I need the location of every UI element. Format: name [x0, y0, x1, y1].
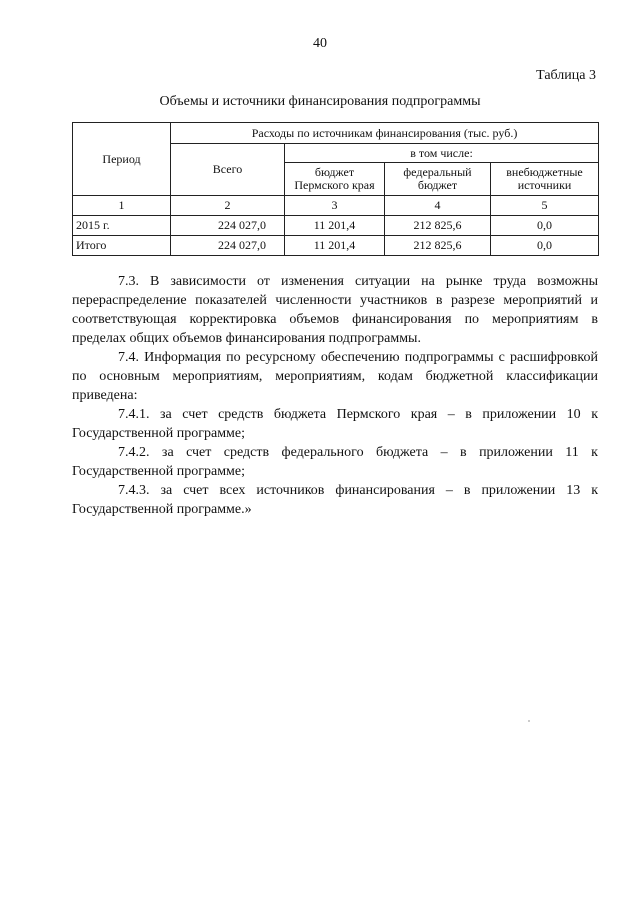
paragraph-7-4-2: 7.4.2. за счет средств федерального бюджета – в приложении 11 к Государственной программе;	[72, 445, 598, 479]
column-number: 2	[171, 196, 285, 216]
cell-federal: 212 825,6	[385, 216, 491, 236]
cell-total: 224 027,0	[171, 216, 285, 236]
paragraph-7-4-1: 7.4.1. за счет средств бюджета Пермского края – в приложении 10 к Государственной программе;	[72, 407, 598, 441]
paragraph-7-3: 7.3. В зависимости от изменения ситуации на рынке труда возможны перераспределение показателей численности участников в разрезе мероприятий и соответствующая корректировка объемов финансирования по мероприятиям в пределах общих объемов финансирования подпрограммы.	[72, 274, 598, 346]
column-number: 5	[491, 196, 599, 216]
table-title: Объемы и источники финансирования подпрограммы	[159, 94, 481, 109]
cell-period: Итого	[73, 236, 171, 256]
scan-speck	[528, 720, 530, 722]
table-row	[73, 236, 599, 256]
paragraph-7-4-3: 7.4.3. за счет всех источников финансирования – в приложении 13 к Государственной программе.»	[72, 483, 598, 517]
paragraph-7-4: 7.4. Информация по ресурсному обеспечению подпрограммы с расшифровкой по основным мероприятиям, мероприятиям, кодам бюджетной классификации приведена:	[72, 350, 598, 403]
header-including: в том числе:	[285, 144, 599, 163]
cell-regional: 11 201,4	[285, 236, 385, 256]
cell-federal: 212 825,6	[385, 236, 491, 256]
header-period: Период	[73, 123, 171, 196]
header-total: Всего	[171, 144, 285, 196]
table-row	[73, 216, 599, 236]
cell-extrabudgetary: 0,0	[491, 236, 599, 256]
header-expenses: Расходы по источникам финансирования (тыс. руб.)	[171, 123, 599, 144]
cell-total: 224 027,0	[171, 236, 285, 256]
page-number: 40	[313, 36, 327, 51]
cell-period: 2015 г.	[73, 216, 171, 236]
body-text	[72, 272, 598, 519]
header-extrabudgetary: внебюджетные источники	[491, 163, 599, 196]
cell-regional: 11 201,4	[285, 216, 385, 236]
financing-table	[72, 122, 599, 256]
column-number: 4	[385, 196, 491, 216]
column-number: 3	[285, 196, 385, 216]
table-row-numbering	[73, 196, 599, 216]
header-federal-budget: федеральный бюджет	[385, 163, 491, 196]
cell-extrabudgetary: 0,0	[491, 216, 599, 236]
column-number: 1	[73, 196, 171, 216]
header-regional-budget: бюджет Пермского края	[285, 163, 385, 196]
table-label: Таблица 3	[536, 68, 596, 83]
